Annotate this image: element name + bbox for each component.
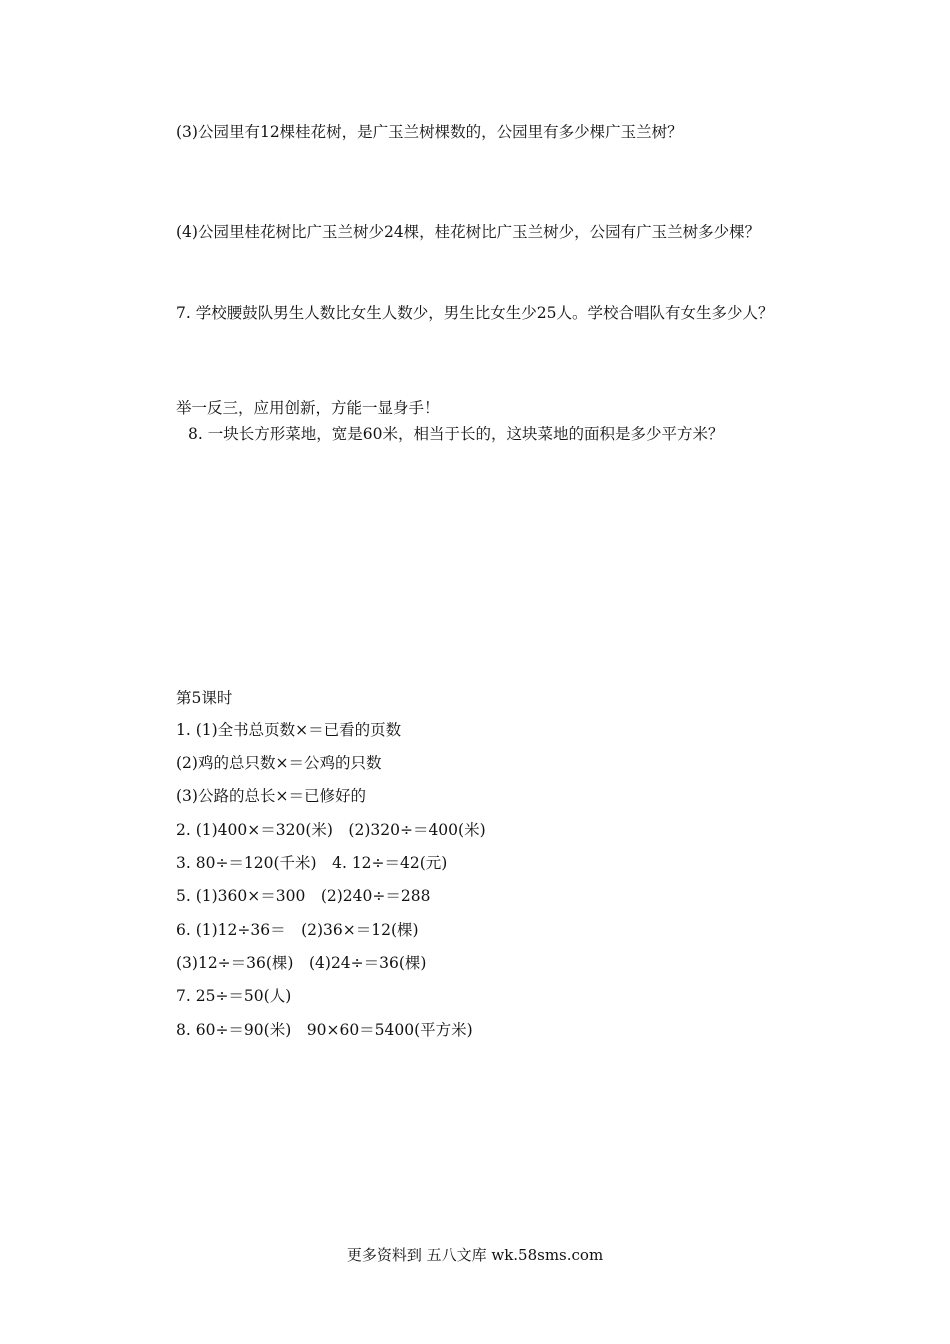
answers-title: 第5课时 [176,689,233,707]
problem-8: 8. 一块长方形菜地，宽是60米，相当于长的，这块菜地的面积是多少平方米？ [188,425,724,443]
problem-6-4: (4)公园里桂花树比广玉兰树少24棵，桂花树比广玉兰树少，公园有广玉兰树多少棵？ [176,223,761,241]
answer-line: (3)公路的总长×＝已修好的 [176,787,366,805]
answer-line: (3)12÷＝36(棵) (4)24÷＝36(棵) [176,954,427,972]
answer-line: (2)鸡的总只数×＝公鸡的只数 [176,754,382,772]
problem-6-3: (3)公园里有12棵桂花树，是广玉兰树棵数的，公园里有多少棵广玉兰树？ [176,123,683,141]
answer-line: 6. (1)12÷36＝ (2)36×＝12(棵) [176,921,419,939]
answer-line: 3. 80÷＝120(千米) 4. 12÷＝42(元) [176,854,448,872]
answer-line: 7. 25÷＝50(人) [176,987,292,1005]
footer-link[interactable]: 更多资料到 五八文库 wk.58sms.com [346,1246,604,1264]
answer-line: 5. (1)360×＝300 (2)240÷＝288 [176,887,431,905]
answer-line: 8. 60÷＝90(米) 90×60＝5400(平方米) [176,1021,473,1039]
answer-line: 2. (1)400×＝320(米) (2)320÷＝400(米) [176,821,486,839]
answer-line: 1. (1)全书总页数×＝已看的页数 [176,721,402,739]
section-heading: 举一反三，应用创新，方能一显身手！ [176,399,440,417]
problem-7: 7. 学校腰鼓队男生人数比女生人数少，男生比女生少25人。学校合唱队有女生多少人？ [176,304,774,322]
